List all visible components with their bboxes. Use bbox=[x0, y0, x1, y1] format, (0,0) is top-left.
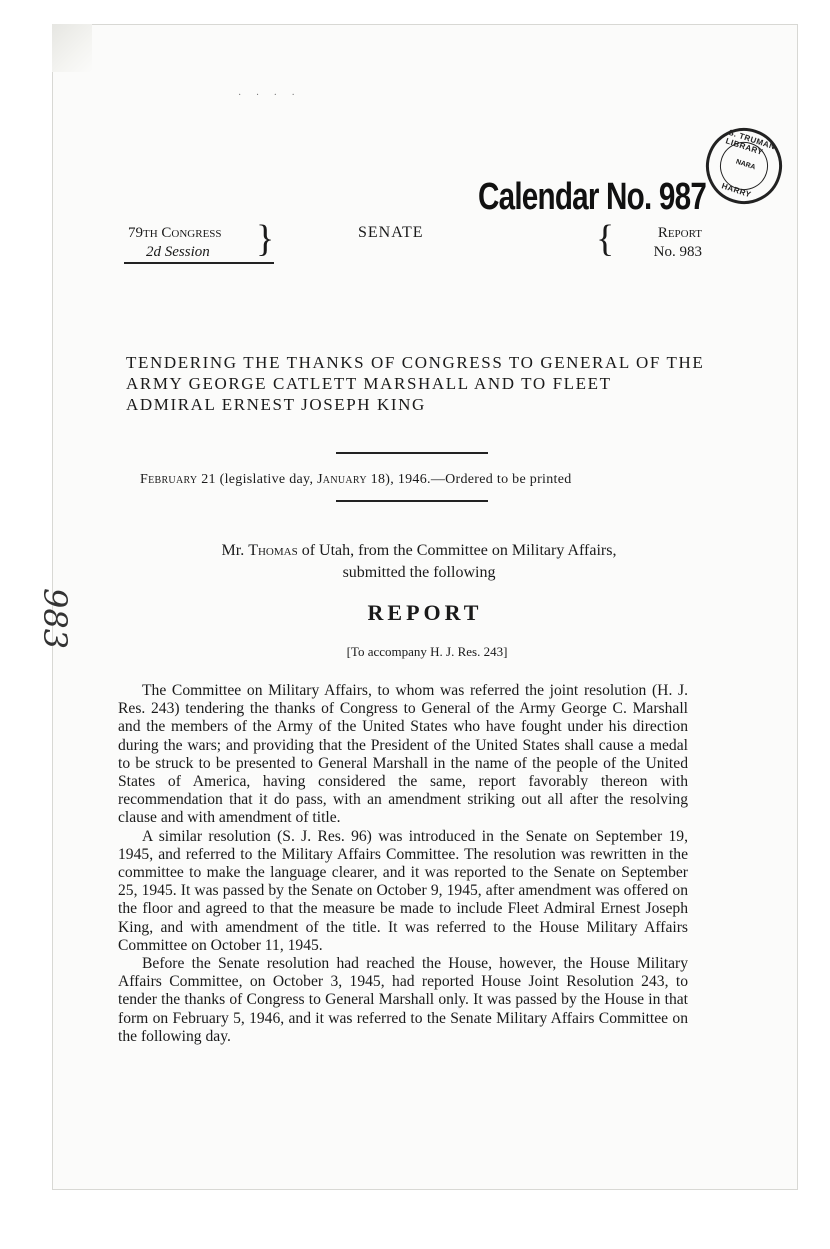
report-label: Report bbox=[657, 225, 702, 241]
session-label: 2d Session bbox=[146, 244, 210, 260]
report-body bbox=[118, 682, 688, 1046]
report-heading: REPORT bbox=[367, 600, 483, 625]
folded-corner bbox=[52, 24, 92, 72]
date-month: February bbox=[140, 472, 198, 487]
title-rule bbox=[336, 452, 488, 454]
handwritten-margin-note: 983 bbox=[36, 588, 74, 650]
report-number: No. 983 bbox=[653, 244, 702, 260]
submitted-name: Thomas bbox=[248, 542, 298, 559]
paragraph: A similar resolution (S. J. Res. 96) was introduced in the Senate on September 19, 1945, and referred to the Military Affairs Committee. The resolution was rewritten in the committee to make the language clearer, and it was reported to the Senate on September 25, 1945. It was passed by the Senate on October 9, 1945, after amendment was offered on the floor and agreed to that the measure be made to include Fleet Admiral Ernest Joseph King, and with amendment of the title. It was referred to the House Military Affairs Committee on October 11, 1945. bbox=[118, 827, 688, 954]
submitted-line1: of Utah, from the Committee on Military Affairs, bbox=[301, 542, 617, 559]
submitted-by bbox=[146, 540, 692, 584]
header-rule bbox=[124, 262, 274, 264]
stamp-text-mid: NARA bbox=[734, 158, 757, 172]
report-number-block bbox=[622, 224, 702, 262]
calendar-number: Calendar No. 987 bbox=[478, 176, 707, 218]
right-brace: { bbox=[596, 218, 615, 260]
date-day: 21 (legislative day, bbox=[201, 472, 314, 487]
stamp-text-top: S. TRUMAN LIBRARY bbox=[724, 127, 777, 157]
date-line bbox=[140, 472, 700, 488]
chamber-label: SENATE bbox=[358, 224, 424, 241]
accompany-line: [To accompany H. J. Res. 243] bbox=[346, 644, 508, 659]
date-rule bbox=[336, 500, 488, 502]
congress-label: 79th Congress bbox=[128, 225, 222, 241]
congress-session bbox=[128, 224, 260, 262]
submitted-mr: Mr. bbox=[221, 542, 245, 559]
date-leg-month: January bbox=[317, 472, 367, 487]
speck-marks: · · · · bbox=[238, 90, 301, 101]
submitted-line2: submitted the following bbox=[342, 564, 496, 581]
paragraph: Before the Senate resolution had reached the House, however, the House Military Affairs Committee, on October 3, 1945, had reported House Joint Resolution 243, to tender the thanks of Congress to General Marshall only. It was passed by the House in that form on February 5, 1946, and it was referred to the Senate Military Affairs Committee on the following day. bbox=[118, 955, 688, 1045]
paragraph: The Committee on Military Affairs, to whom was referred the joint resolution (H. J. Res. 243) tendering the thanks of Congress to General of the Army George C. Marshall and the members of the Army of the United States who have fought under his direction during the wars; and providing that the President of the United States shall cause a medal to be struck to be presented to General Marshall in the name of the people of the United States of America, having considered the same, report favorably thereon with recommendation that it do pass, with an amendment striking out all after the resolving clause and with amendment of title. bbox=[118, 682, 688, 827]
document-title: TENDERING THE THANKS OF CONGRESS TO GENERAL OF THE ARMY GEORGE CATLETT MARSHALL AND TO FLEET ADMIRAL ERNEST JOSEPH KING bbox=[126, 353, 705, 414]
date-rest: 18), 1946.—Ordered to be printed bbox=[370, 472, 572, 487]
left-brace: } bbox=[256, 218, 275, 260]
stamp-text-side: HARRY bbox=[720, 181, 753, 200]
